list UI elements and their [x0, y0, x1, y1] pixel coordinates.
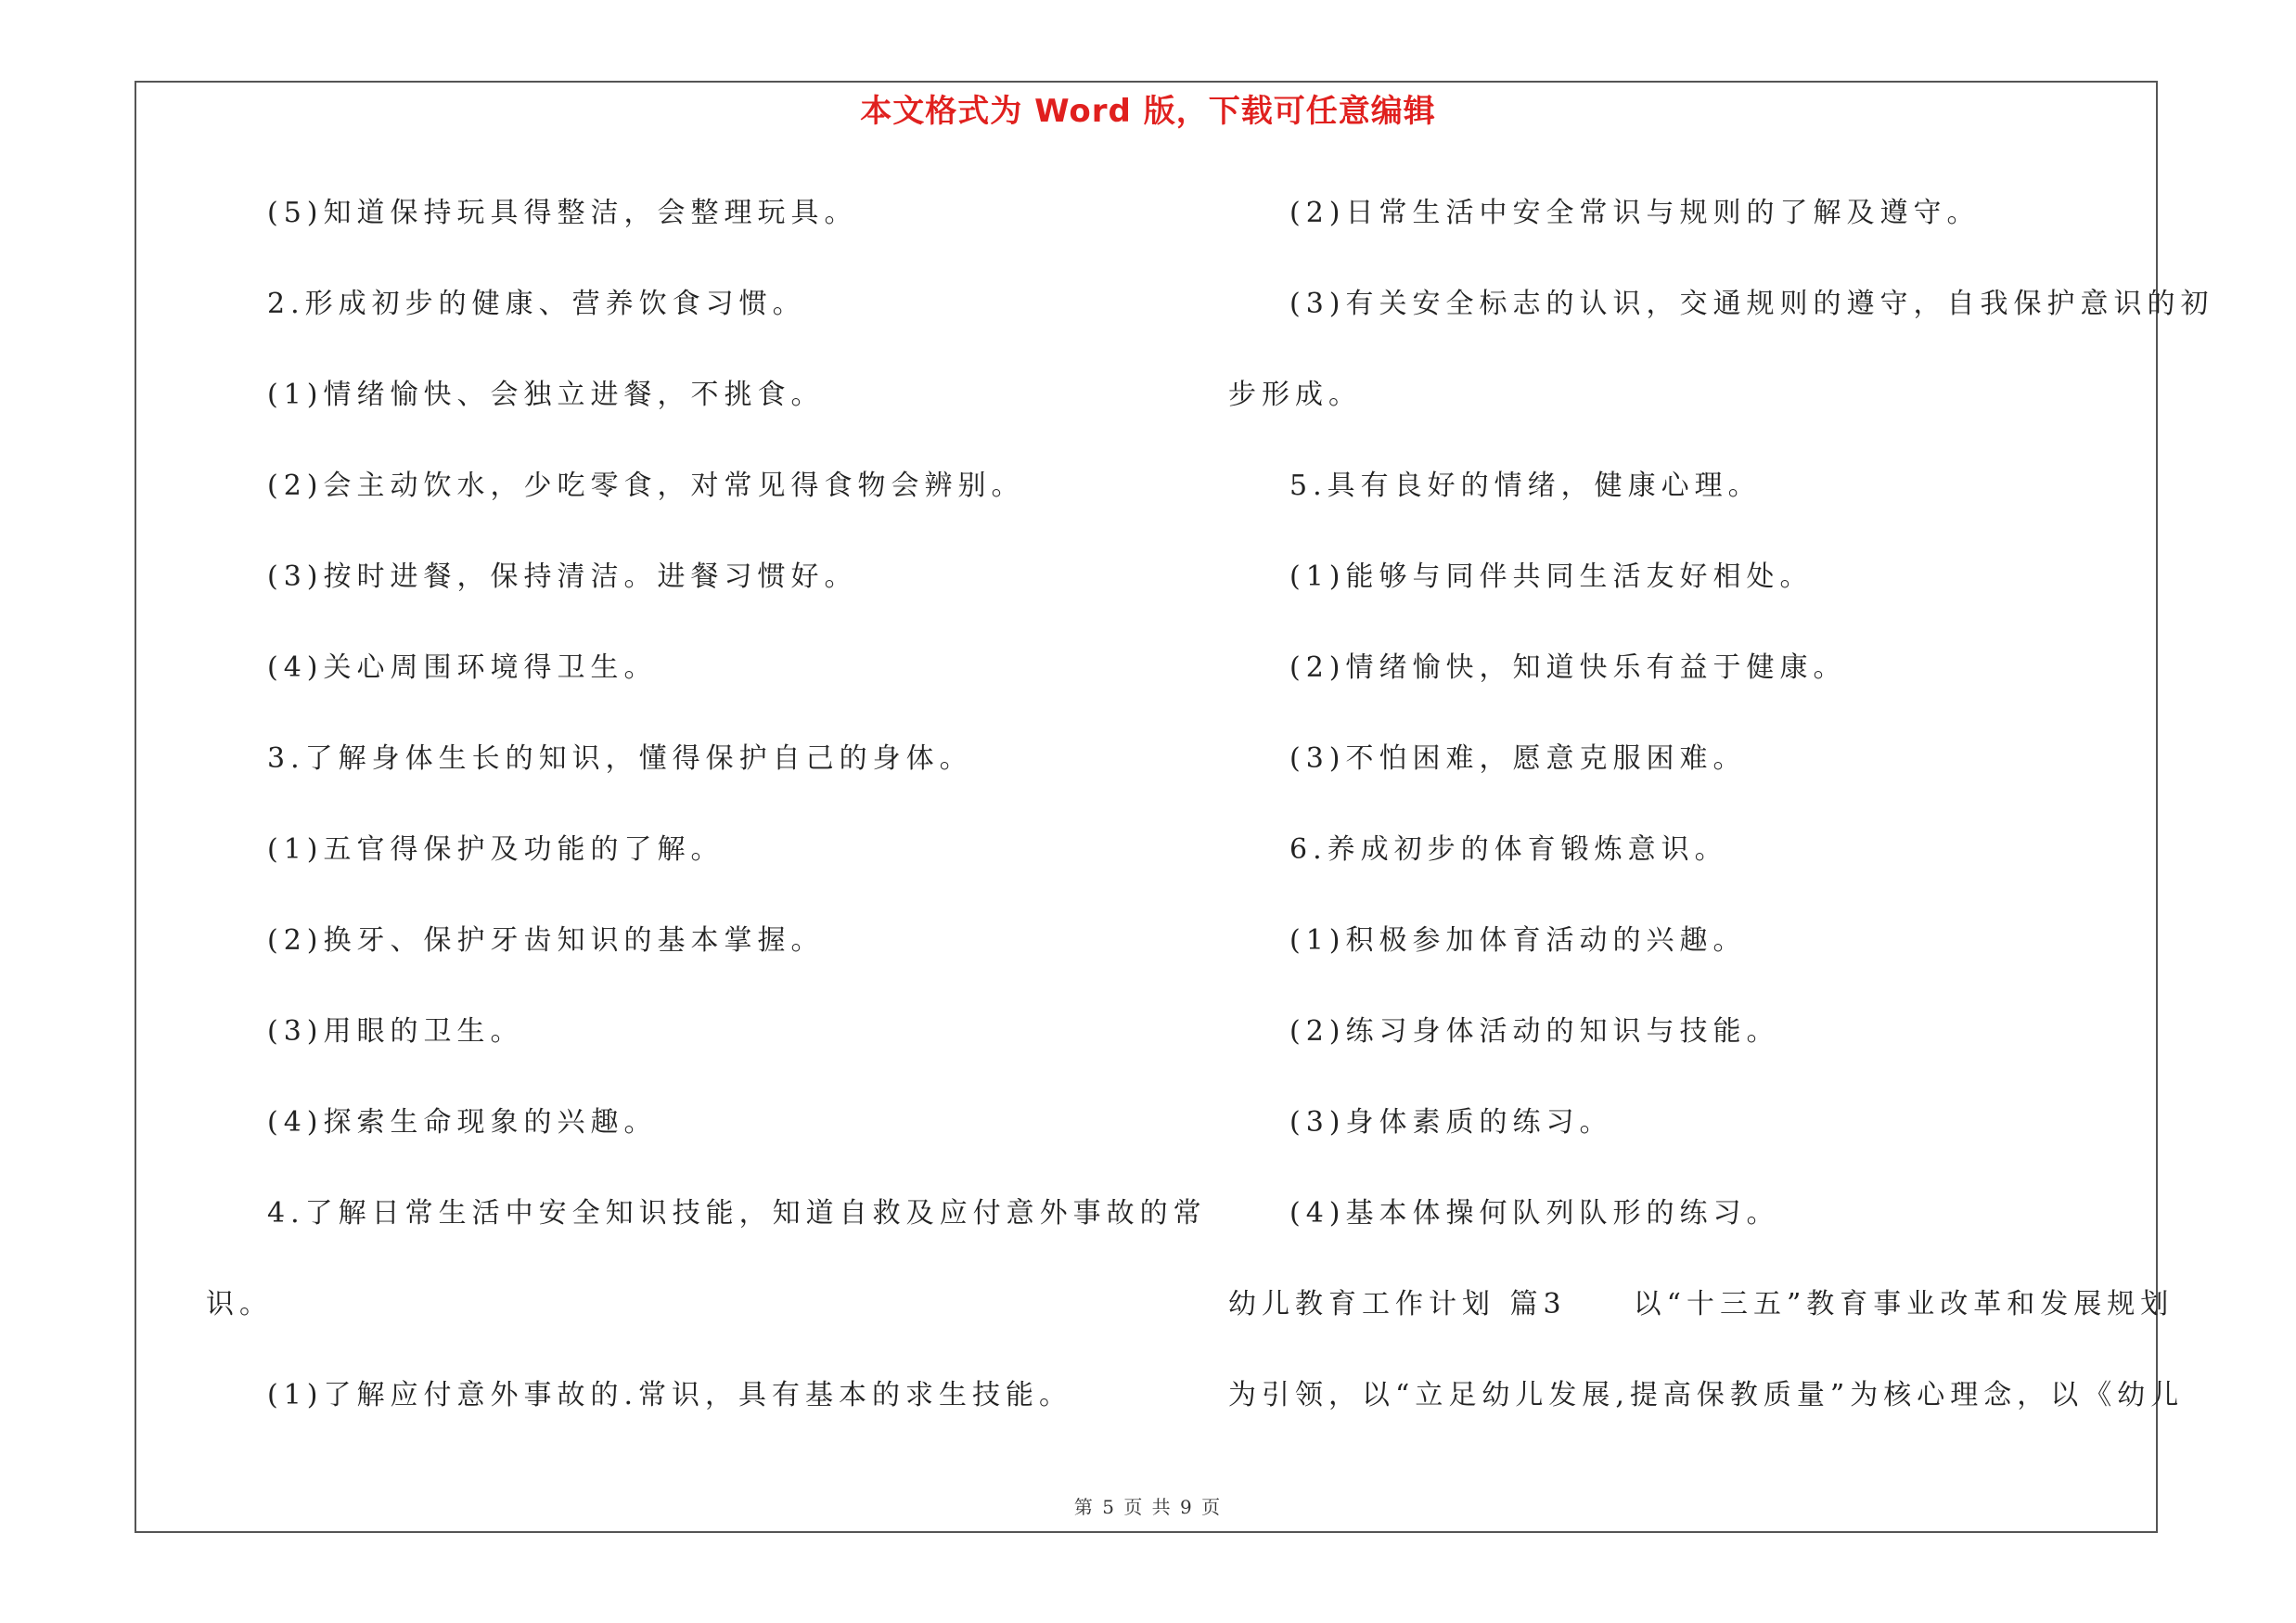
- text-line: (5)知道保持玩具得整洁，会整理玩具。: [267, 197, 858, 229]
- text-line: (3)身体素质的练习。: [1289, 1106, 1613, 1139]
- text-line: (4)关心周围环境得卫生。: [267, 651, 658, 684]
- text-line: (3)不怕困难，愿意克服困难。: [1289, 742, 1747, 775]
- page-number: 第 5 页 共 9 页: [1073, 1496, 1223, 1518]
- header-banner-text: 本文格式为 Word 版，下载可任意编辑: [860, 93, 1436, 130]
- text-line: (1)五官得保护及功能的了解。: [267, 833, 725, 866]
- text-line: 5.具有良好的情绪，健康心理。: [1289, 470, 1762, 502]
- text-line: (3)有关安全标志的认识，交通规则的遵守，自我保护意识的初: [1289, 288, 2214, 320]
- text-line: 幼儿教育工作计划 篇3 以“十三五”教育事业改革和发展规划: [1228, 1288, 2174, 1320]
- text-line: (3)用眼的卫生。: [267, 1015, 524, 1048]
- text-line: (2)情绪愉快，知道快乐有益于健康。: [1289, 651, 1847, 684]
- text-line: 3.了解身体生长的知识，懂得保护自己的身体。: [267, 742, 973, 775]
- text-line: (1)能够与同伴共同生活友好相处。: [1289, 560, 1814, 593]
- text-line: (3)按时进餐，保持清洁。进餐习惯好。: [267, 560, 858, 593]
- text-line: (4)基本体操何队列队形的练习。: [1289, 1197, 1780, 1230]
- text-line: (2)换牙、保护牙齿知识的基本掌握。: [267, 924, 825, 957]
- text-line: (1)情绪愉快、会独立进餐，不挑食。: [267, 379, 825, 411]
- header-banner: [0, 89, 2296, 134]
- text-line: (2)练习身体活动的知识与技能。: [1289, 1015, 1780, 1048]
- text-line: 识。: [206, 1288, 273, 1320]
- text-line: 4.了解日常生活中安全知识技能，知道自救及应付意外事故的常: [267, 1197, 1207, 1230]
- text-line: 为引领，以“立足幼儿发展,提高保教质量”为核心理念，以《幼儿: [1228, 1379, 2185, 1411]
- text-line: (2)会主动饮水，少吃零食，对常见得食物会辨别。: [267, 470, 1025, 502]
- text-line: (2)日常生活中安全常识与规则的了解及遵守。: [1289, 197, 1981, 229]
- text-line: (4)探索生命现象的兴趣。: [267, 1106, 658, 1139]
- text-line: 6.养成初步的体育锻炼意识。: [1289, 833, 1728, 866]
- text-line: (1)了解应付意外事故的.常识，具有基本的求生技能。: [267, 1379, 1073, 1411]
- text-line: 2.形成初步的健康、营养饮食习惯。: [267, 288, 806, 320]
- text-line: (1)积极参加体育活动的兴趣。: [1289, 924, 1747, 957]
- text-line: 步形成。: [1228, 379, 1362, 411]
